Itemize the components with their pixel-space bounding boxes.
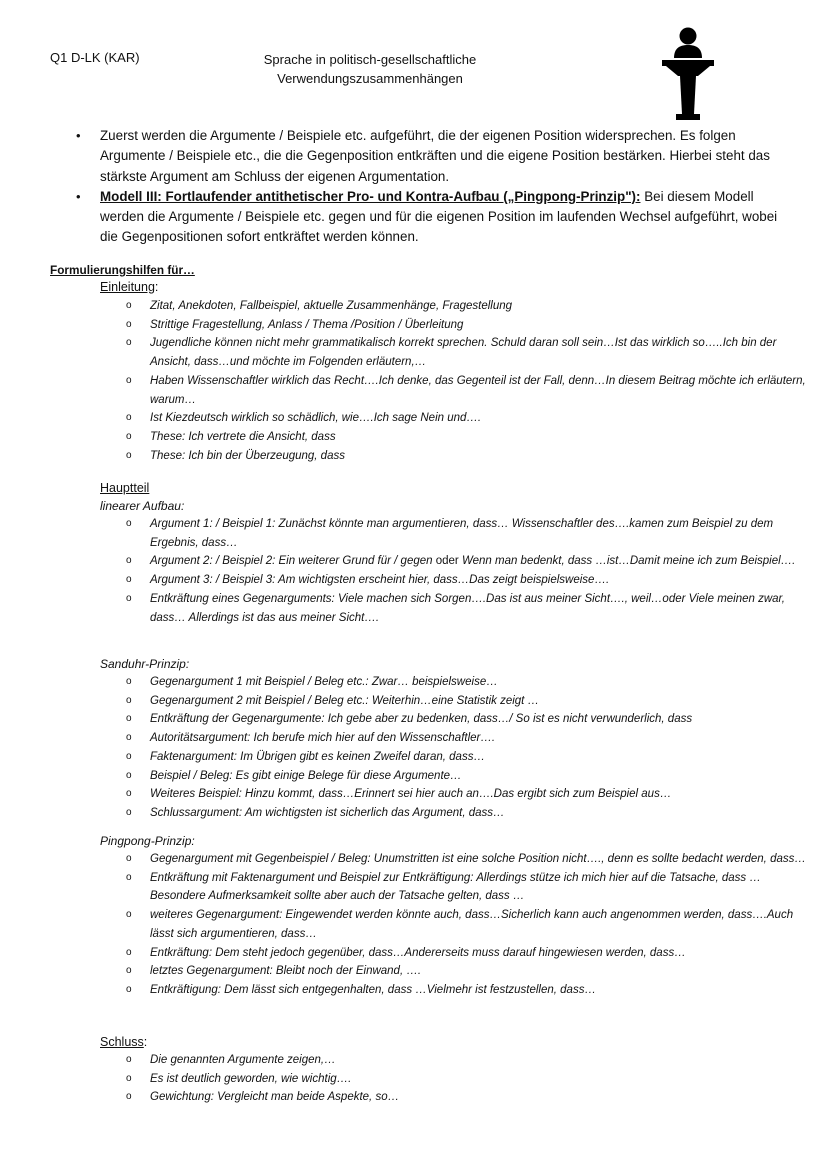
item-text: Entkräftung: Dem steht jedoch gegenüber, dass…Andererseits muss darauf hingewiesen werden, dass… <box>150 946 686 959</box>
list-item <box>124 571 810 590</box>
circle-bullet-icon: o <box>126 518 132 529</box>
list-item <box>124 804 810 823</box>
schluss-label: Schluss <box>100 1035 144 1049</box>
item-text: Wenn man bedenkt, dass …ist…Damit meine ich zum Beispiel…. <box>458 555 796 568</box>
einleitung-label: Einleitung <box>100 280 155 294</box>
item-text: Ist Kiezdeutsch wirklich so schädlich, wie….Ich sage Nein und…. <box>150 412 482 425</box>
circle-bullet-icon: o <box>126 300 132 311</box>
circle-bullet-icon: o <box>126 946 132 958</box>
document-title <box>220 50 520 88</box>
item-text: Entkräftung eines Gegenarguments: Viele machen sich Sorgen….Das ist aus meiner Sicht…., weil…oder Viele meinen zwar, dass… Allerdings ist das aus meiner Sicht…. <box>150 592 785 624</box>
list-item <box>124 944 810 963</box>
einleitung-list <box>124 297 810 465</box>
item-text: Argument 1: / Beispiel 1: Zunächst könnte man argumentieren, dass… Wissenschaftler des….kamen zum Beispiel zu dem Ergebnis, dass… <box>150 518 774 549</box>
item-text: These: Ich bin der Überzeugung, dass <box>150 449 345 462</box>
sanduhr-section <box>50 655 810 823</box>
list-item <box>124 447 810 466</box>
list-item <box>124 906 810 943</box>
circle-bullet-icon: o <box>126 694 132 706</box>
bullet-text: Zuerst werden die Argumente / Beispiele etc. aufgeführt, die der eigenen Position widersprechen. Es folgen Argumente / Beispiele etc., die die Gegenposition entkräften und die eigene Position bestärken. Hierbei steht das stärkste Argument am Schluss der eigenen Argumentation. <box>100 128 770 184</box>
item-text: letztes Gegenargument: Bleibt noch der Einwand, …. <box>150 965 422 978</box>
list-item <box>124 748 810 767</box>
model-bullet-list <box>72 126 792 248</box>
circle-bullet-icon: o <box>126 871 132 883</box>
circle-bullet-icon: o <box>126 732 132 744</box>
item-text: Faktenargument: Im Übrigen gibt es keinen Zweifel daran, dass… <box>150 750 485 763</box>
colon: : <box>154 280 159 294</box>
circle-bullet-icon: o <box>126 337 132 349</box>
linear-heading: linearer Aufbau: <box>100 499 185 513</box>
formulierungshilfen-section <box>50 262 810 465</box>
circle-bullet-icon: o <box>126 713 132 725</box>
item-text: These: Ich vertrete die Ansicht, dass <box>150 430 336 443</box>
schluss-list <box>124 1051 810 1107</box>
circle-bullet-icon: o <box>126 806 132 818</box>
pingpong-heading: Pingpong-Prinzip: <box>100 834 195 848</box>
item-text: Schlussargument: Am wichtigsten ist sicherlich das Argument, dass… <box>150 806 505 819</box>
list-item <box>124 673 810 692</box>
list-item <box>124 316 810 335</box>
item-text: Es ist deutlich geworden, wie wichtig…. <box>150 1072 352 1085</box>
list-item <box>124 692 810 711</box>
title-line-2: Verwendungszusammenhängen <box>277 71 463 86</box>
list-item <box>72 187 792 248</box>
circle-bullet-icon: o <box>126 449 132 461</box>
circle-bullet-icon: o <box>126 555 132 567</box>
list-item <box>124 981 810 1000</box>
circle-bullet-icon: o <box>126 676 132 687</box>
circle-bullet-icon: o <box>126 412 132 424</box>
list-item <box>72 126 792 187</box>
circle-bullet-icon: o <box>126 1054 132 1065</box>
list-item <box>124 590 810 627</box>
list-item <box>124 334 810 371</box>
linear-list <box>124 515 810 627</box>
list-item <box>124 785 810 804</box>
circle-bullet-icon: o <box>126 750 132 762</box>
item-text: Entkräftigung: Dem lässt sich entgegenhalten, dass …Vielmehr ist festzustellen, dass… <box>150 983 596 996</box>
list-item <box>124 850 810 869</box>
list-item <box>124 1070 810 1089</box>
list-item <box>124 552 810 571</box>
item-text: Die genannten Argumente zeigen,… <box>150 1054 336 1066</box>
title-line-1: Sprache in politisch-gesellschaftliche <box>263 52 477 67</box>
course-label: Q1 D-LK (KAR) <box>50 50 140 65</box>
item-text: Zitat, Anekdoten, Fallbeispiel, aktuelle Zusammenhänge, Fragestellung <box>150 300 513 312</box>
list-item <box>124 710 810 729</box>
bullet-text: Bei diesem Modell werden die Argumente / Beispiele etc. gegen und für die eigenen Position im laufenden Wechsel aufgeführt, wobei die Gegenpositionen sofort entkräftet werden können. <box>100 188 778 245</box>
circle-bullet-icon: o <box>126 318 132 330</box>
list-item <box>124 1088 810 1107</box>
list-item <box>124 372 810 409</box>
list-item <box>124 1051 810 1070</box>
list-item <box>124 515 810 552</box>
item-text: Autoritätsargument: Ich berufe mich hier auf den Wissenschaftler…. <box>150 732 496 745</box>
circle-bullet-icon: o <box>126 788 132 800</box>
item-text: weiteres Gegenargument: Eingewendet werden könnte auch, dass…Sicherlich kann auch angenommen werden, dass….Auch lässt sich argumentieren, dass… <box>150 909 794 940</box>
item-text: Weiteres Beispiel: Hinzu kommt, dass…Erinnert sei hier auch an….Das ergibt sich zum Beispiel aus… <box>150 788 672 801</box>
item-text: Gegenargument 2 mit Beispiel / Beleg etc.: Weiterhin…eine Statistik zeigt … <box>150 694 540 707</box>
circle-bullet-icon: o <box>126 853 132 864</box>
list-item <box>124 869 810 906</box>
pingpong-section <box>50 832 810 1000</box>
circle-bullet-icon: o <box>126 983 132 995</box>
schluss-section <box>50 1033 810 1107</box>
einleitung-heading <box>100 278 810 297</box>
hauptteil-section <box>50 480 810 627</box>
list-item <box>124 428 810 447</box>
item-text: Jugendliche können nicht mehr grammatikalisch korrekt sprechen. Schuld daran soll sein…Ist das wirklich so…..Ich bin der Ansicht, dass…und möchte im Folgenden erläutern,… <box>150 337 777 369</box>
item-text: Strittige Fragestellung, Anlass / Thema /Position / Überleitung <box>150 318 464 331</box>
item-text: Gegenargument 1 mit Beispiel / Beleg etc.: Zwar… beispielsweise… <box>150 676 498 688</box>
circle-bullet-icon: o <box>126 430 132 442</box>
list-item <box>124 767 810 786</box>
circle-bullet-icon: o <box>126 574 132 586</box>
circle-bullet-icon: o <box>126 592 132 604</box>
hauptteil-heading: Hauptteil <box>100 481 150 495</box>
colon: : <box>143 1035 148 1049</box>
sanduhr-list <box>124 673 810 823</box>
bullet-icon: • <box>76 128 81 143</box>
circle-bullet-icon: o <box>126 374 132 386</box>
section-heading: Formulierungshilfen für… <box>50 263 195 277</box>
item-text: Argument 3: / Beispiel 3: Am wichtigsten erscheint hier, dass…Das zeigt beispielsweise…. <box>150 574 610 587</box>
schluss-heading <box>100 1033 810 1051</box>
item-text: Haben Wissenschaftler wirklich das Recht….Ich denke, das Gegenteil ist der Fall, denn…In diesem Beitrag möchte ich erläutern, warum… <box>150 374 806 406</box>
circle-bullet-icon: o <box>126 1072 132 1084</box>
circle-bullet-icon: o <box>126 965 132 977</box>
item-text: Gegenargument mit Gegenbeispiel / Beleg: Unumstritten ist eine solche Position nicht…., denn es sollte bedacht werden, dass… <box>150 853 806 865</box>
model-3-heading: Modell III: Fortlaufender antithetischer Pro- und Kontra-Aufbau („Pingpong-Prinzip"): <box>100 188 641 204</box>
list-item <box>124 409 810 428</box>
list-item <box>124 729 810 748</box>
oder-text: oder <box>435 555 459 568</box>
sanduhr-heading: Sanduhr-Prinzip: <box>100 657 190 671</box>
list-item <box>124 962 810 981</box>
item-text: Beispiel / Beleg: Es gibt einige Belege für diese Argumente… <box>150 769 462 782</box>
item-text: Entkräftung mit Faktenargument und Beispiel zur Entkräftigung: Allerdings stütze ich mich hier auf die Tatsache, dass …Besondere Aufmerksamkeit sollte aber auch der Tatsache gelten, dass … <box>150 871 761 903</box>
pingpong-list <box>124 850 810 1000</box>
item-text: Entkräftung der Gegenargumente: Ich gebe aber zu bedenken, dass…/ So ist es nicht verwunderlich, dass <box>150 713 693 726</box>
list-item <box>124 297 810 316</box>
circle-bullet-icon: o <box>126 769 132 781</box>
bullet-icon: • <box>76 188 81 204</box>
circle-bullet-icon: o <box>126 909 132 921</box>
podium-speaker-icon <box>662 26 714 120</box>
circle-bullet-icon: o <box>126 1091 132 1103</box>
item-text: Gewichtung: Vergleicht man beide Aspekte, so… <box>150 1091 400 1104</box>
item-text: Argument 2: / Beispiel 2: Ein weiterer Grund für / gegen <box>150 555 436 568</box>
